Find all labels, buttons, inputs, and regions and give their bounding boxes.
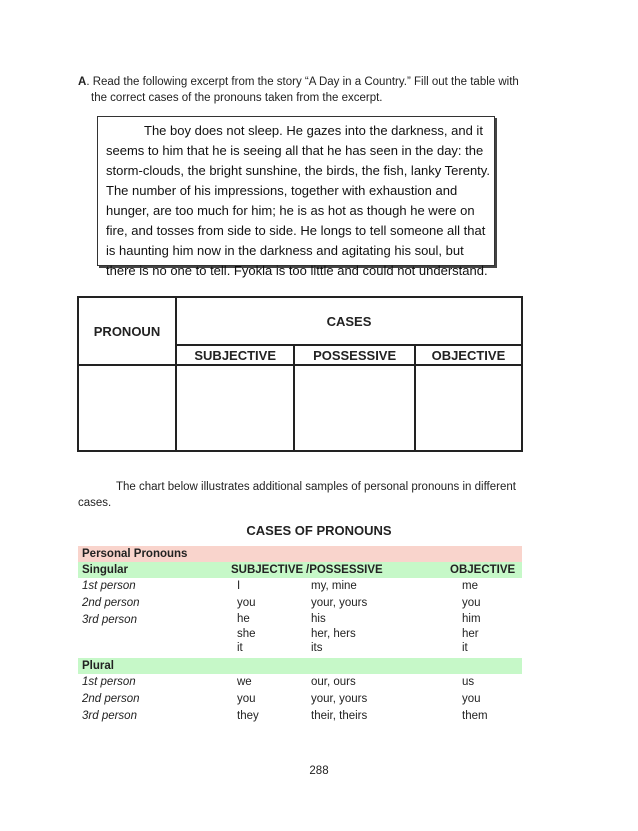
pronoun-value: her, hers <box>311 627 356 640</box>
objective-cell <box>462 612 481 656</box>
person-cell: 3rd person <box>82 710 137 722</box>
table-row <box>78 708 522 725</box>
cases-header: CASES <box>176 297 522 345</box>
pronoun-value: him <box>462 613 481 625</box>
possessive-cell: your, yours <box>311 693 368 705</box>
person-cell: 1st person <box>82 580 136 592</box>
subjective-cell <box>237 612 256 656</box>
excerpt-text: The boy does not sleep. He gazes into the darkness, and it seems to him that he is seeing all that he has seen in the day: the storm-clouds, the bright sunshine, the birds, the fish, lanky Terenty. The number of his impressions, together with exhaustion and hunger, are too much for him; he is as hot as though he were on fire, and tosses from side to side. He longs to tell someone all that is haunting him now in the darkness and agitating his soul, but there is no one to tell. Fyokla is too little and could not understand. <box>106 123 490 278</box>
pronoun-value: his <box>311 613 326 625</box>
pronoun-value: it <box>462 642 468 654</box>
possessive-cell <box>311 612 356 656</box>
table-row <box>78 674 522 691</box>
pronoun-value: her <box>462 627 479 640</box>
subjective-cell: you <box>237 693 256 705</box>
pronoun-answer-cell[interactable] <box>78 365 176 451</box>
pronoun-chart <box>78 546 522 725</box>
objective-cell: me <box>462 580 478 592</box>
instruction-line1: . Read the following excerpt from the story “A Day in a Country.” Fill out the table with <box>86 76 519 88</box>
possessive-cell: our, ours <box>311 676 356 688</box>
table-row <box>78 578 522 595</box>
objective-cell: you <box>462 693 481 705</box>
page-number: 288 <box>309 765 329 777</box>
singular-label: Singular <box>82 564 129 576</box>
subjective-cell: they <box>237 710 259 722</box>
chart-title: CASES OF PRONOUNS <box>246 523 392 538</box>
cases-table <box>77 296 523 452</box>
subjective-cell: I <box>237 580 241 592</box>
subjective-header: SUBJECTIVE <box>176 345 294 365</box>
possessive-cell: my, mine <box>311 580 357 592</box>
chart-intro: The chart below illustrates additional samples of personal pronouns in different cases. <box>78 481 516 509</box>
excerpt-box <box>97 116 495 278</box>
person-cell: 2nd person <box>82 597 140 609</box>
subjective-col-label: SUBJECTIVE <box>231 564 304 576</box>
instruction-line2: the correct cases of the pronouns taken from the excerpt. <box>91 92 383 104</box>
pronoun-value: he <box>237 613 250 625</box>
possessive-cell: their, theirs <box>311 710 368 722</box>
plural-label: Plural <box>82 660 114 672</box>
instruction-letter: A <box>78 76 87 88</box>
subjective-answer-cell[interactable] <box>176 365 294 451</box>
table-row <box>78 612 522 658</box>
person-cell: 3rd person <box>82 614 137 626</box>
plural-band <box>78 658 522 674</box>
possessive-col-label: /POSSESSIVE <box>306 564 383 576</box>
pronoun-value: it <box>237 642 243 654</box>
instruction <box>78 74 548 106</box>
band-title: Personal Pronouns <box>82 548 188 560</box>
possessive-header: POSSESSIVE <box>294 345 414 365</box>
table-row <box>78 595 522 612</box>
objective-cell: you <box>462 597 481 609</box>
possessive-cell: your, yours <box>311 597 368 609</box>
pronoun-header: PRONOUN <box>78 297 176 365</box>
personal-pronouns-band <box>78 546 522 562</box>
pronoun-value: its <box>311 642 323 654</box>
pronoun-value: she <box>237 627 256 640</box>
person-cell: 1st person <box>82 676 136 688</box>
person-cell: 2nd person <box>82 693 140 705</box>
table-row <box>78 691 522 708</box>
subjective-cell: you <box>237 597 256 609</box>
objective-answer-cell[interactable] <box>415 365 522 451</box>
objective-header: OBJECTIVE <box>415 345 522 365</box>
objective-cell: us <box>462 676 475 688</box>
possessive-answer-cell[interactable] <box>294 365 414 451</box>
objective-col-label: OBJECTIVE <box>450 564 516 576</box>
subjective-cell: we <box>237 676 252 688</box>
singular-band <box>78 562 522 578</box>
objective-cell: them <box>462 710 488 722</box>
